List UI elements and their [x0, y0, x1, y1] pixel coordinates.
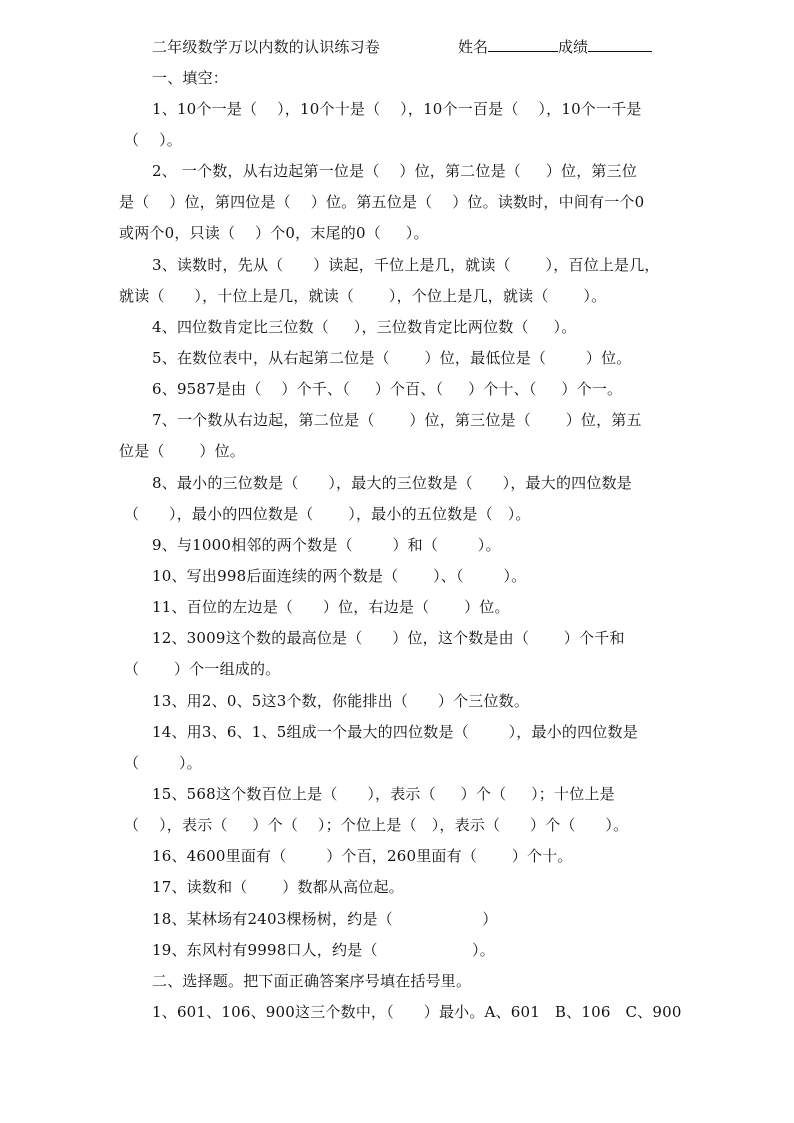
- score-label: 成绩: [558, 38, 589, 56]
- name-score-fields: [458, 37, 652, 57]
- question-line: 位是（ ）位。: [119, 442, 245, 460]
- question-line: （ ），表示（ ）个（ ）；个位上是（ ），表示（ ）个（ ）。: [124, 816, 629, 834]
- question-line: 15、568这个数百位上是（ ），表示（ ）个（ ）；十位上是: [152, 785, 615, 803]
- question-line: 是（ ）位，第四位是（ ）位。第五位是（ ）位。读数时，中间有一个0: [119, 193, 645, 211]
- question-line: （ ）。: [124, 131, 182, 149]
- score-blank[interactable]: [588, 37, 652, 52]
- question-line: 12、3009这个数的最高位是（ ）位，这个数是由（ ）个千和: [152, 629, 625, 647]
- question-line: 8、最小的三位数是（ ），最大的三位数是（ ），最大的四位数是: [152, 474, 632, 492]
- question-line: 17、读数和（ ）数都从高位起。: [152, 878, 404, 896]
- question-line: （ ）个一组成的。: [124, 660, 281, 678]
- question-line: （ ），最小的四位数是（ ），最小的五位数是（ ）。: [124, 505, 531, 523]
- question-line: 11、百位的左边是（ ）位，右边是（ ）位。: [152, 598, 510, 616]
- page-title: 二年级数学万以内数的认识练习卷: [152, 38, 381, 56]
- question-line: 就读（ ），十位上是几，就读（ ），个位上是几，就读（ ）。: [119, 287, 607, 305]
- question-line: （ ）。: [124, 754, 202, 772]
- section-heading-fill-blank: 一、填空：: [152, 69, 229, 87]
- question-line: 18、某林场有2403棵杨树，约是（ ）: [152, 910, 498, 928]
- name-blank[interactable]: [488, 37, 558, 52]
- question-line: 5、在数位表中，从右起第二位是（ ）位，最低位是（ ）位。: [152, 349, 632, 367]
- question-line: 4、四位数肯定比三位数（ ），三位数肯定比两位数（ ）。: [152, 318, 577, 336]
- question-line: 19、东风村有9998口人，约是（ ）。: [152, 941, 495, 959]
- name-label: 姓名: [458, 38, 489, 56]
- question-line: 1、10个一是（ ），10个十是（ ），10个一百是（ ），10个一千是: [152, 100, 642, 118]
- question-line: 10、写出998后面连续的两个数是（ ）、（ ）。: [152, 567, 527, 585]
- question-line: 1、601、106、900这三个数中，（ ）最小。A、601 B、106 C、900: [152, 1003, 682, 1021]
- section-heading-multiple-choice: 二、选择题。把下面正确答案序号填在括号里。: [152, 972, 472, 990]
- question-line: 13、用2、0、5这3个数，你能排出（ ）个三位数。: [152, 692, 530, 710]
- question-line: 或两个0，只读（ ）个0，末尾的0（ ）。: [119, 224, 429, 242]
- question-line: 6、9587是由（ ）个千、（ ）个百、（ ）个十、（ ）个一。: [152, 380, 623, 398]
- question-line: 7、一个数从右边起，第二位是（ ）位，第三位是（ ）位，第五: [152, 411, 642, 429]
- question-line: 16、4600里面有（ ）个百，260里面有（ ）个十。: [152, 847, 573, 865]
- question-line: 9、与1000相邻的两个数是（ ）和（ ）。: [152, 536, 501, 554]
- question-line: 14、用3、6、1、5组成一个最大的四位数是（ ），最小的四位数是: [152, 723, 638, 741]
- question-line: 2、 一个数，从右边起第一位是（ ）位，第二位是（ ）位，第三位: [152, 162, 638, 180]
- question-line: 3、读数时，先从（ ）读起，千位上是几，就读（ ），百位上是几，: [152, 256, 660, 274]
